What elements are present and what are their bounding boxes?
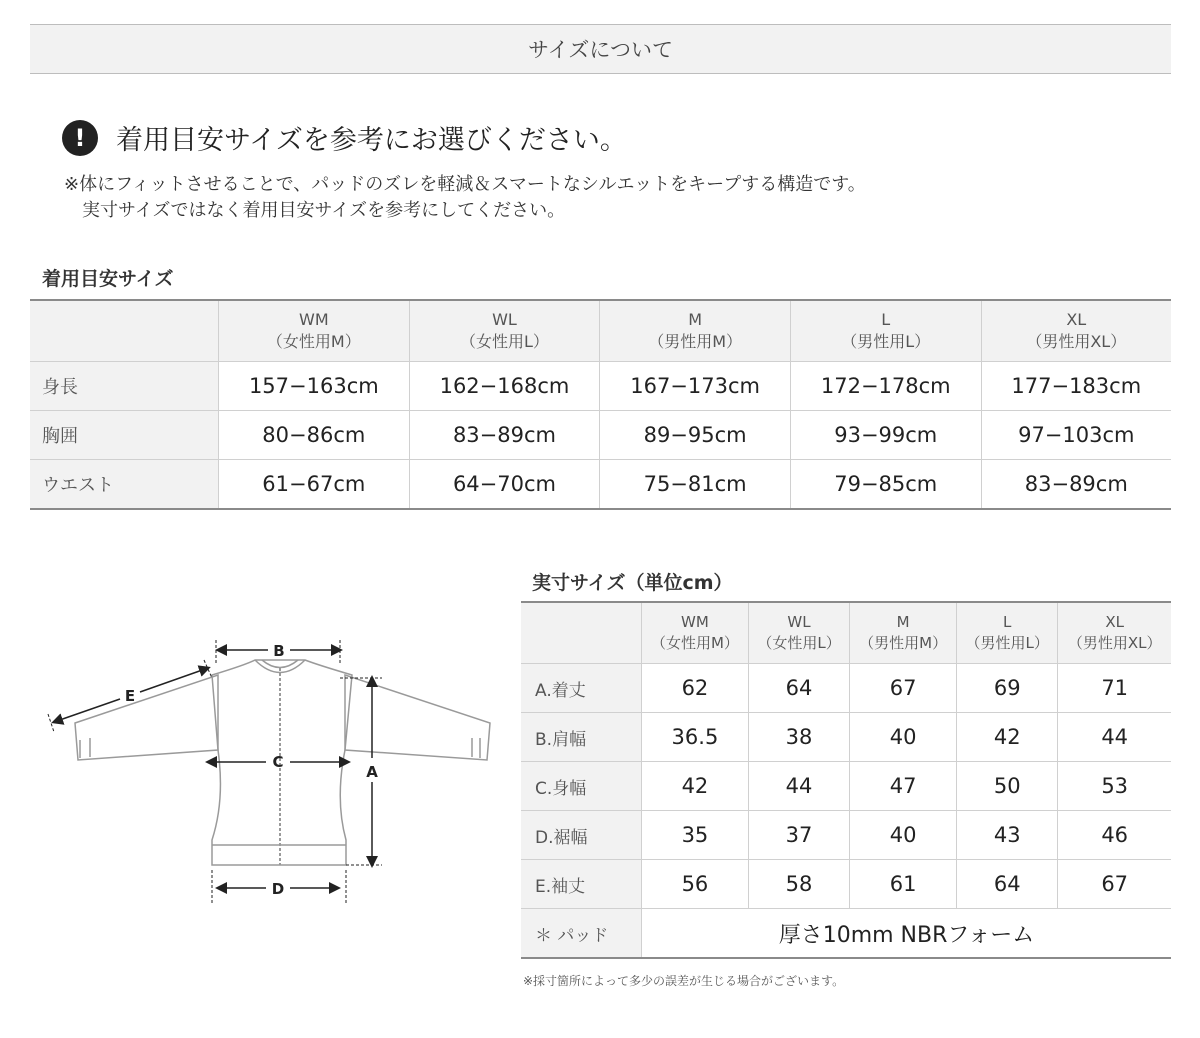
table-row xyxy=(521,762,1171,811)
table-cell: 83−89cm xyxy=(409,411,600,460)
table-cell: 61 xyxy=(850,860,957,909)
table-cell: 67 xyxy=(1058,860,1171,909)
table-cell: 35 xyxy=(642,811,749,860)
fit-note-line1: ※体にフィットさせることで、パッドのズレを軽減＆スマートなシルエットをキープする構造です。 xyxy=(64,174,866,195)
table-row xyxy=(521,664,1171,713)
notice-heading: 着用目安サイズを参考にお選びください。 xyxy=(116,125,627,156)
table-cell: 47 xyxy=(850,762,957,811)
table-cell: 38 xyxy=(748,713,849,762)
row-label: ＊ パッド xyxy=(521,909,642,959)
table-cell: 71 xyxy=(1058,664,1171,713)
guide-size-table xyxy=(30,299,1171,510)
table-cell: 67 xyxy=(850,664,957,713)
label-a: A xyxy=(366,763,378,781)
table-cell: 46 xyxy=(1058,811,1171,860)
section-title: サイズについて xyxy=(528,38,673,62)
pad-row xyxy=(521,909,1171,959)
table-cell: 42 xyxy=(957,713,1058,762)
table-cell: 162−168cm xyxy=(409,362,600,411)
table-header-row xyxy=(521,602,1171,664)
table-cell: 79−85cm xyxy=(790,460,981,510)
footnote: ※採寸箇所によって多少の誤差が生じる場合がございます。 xyxy=(523,974,845,988)
jacket-illustration xyxy=(40,630,510,920)
table-cell: 42 xyxy=(642,762,749,811)
table-cell: 172−178cm xyxy=(790,362,981,411)
column-header: L （男性用L） xyxy=(790,300,981,362)
table-row xyxy=(521,713,1171,762)
column-header: WM （女性用M） xyxy=(642,602,749,664)
table-cell: 62 xyxy=(642,664,749,713)
table-cell: 61−67cm xyxy=(219,460,410,510)
table-cell: 44 xyxy=(748,762,849,811)
table-row xyxy=(521,860,1171,909)
table-row xyxy=(30,362,1171,411)
table-row xyxy=(30,411,1171,460)
column-header: XL （男性用XL） xyxy=(981,300,1171,362)
row-label: B.肩幅 xyxy=(521,713,642,762)
jacket-diagram xyxy=(40,630,510,924)
column-header: XL （男性用XL） xyxy=(1058,602,1171,664)
label-d: D xyxy=(271,880,285,898)
table-cell: 58 xyxy=(748,860,849,909)
label-c: C xyxy=(272,753,284,771)
pad-value: 厚さ10mm NBRフォーム xyxy=(642,909,1172,959)
row-label: ウエスト xyxy=(30,460,219,510)
table-header-row xyxy=(30,300,1171,362)
table-cell: 69 xyxy=(957,664,1058,713)
table-cell: 40 xyxy=(850,713,957,762)
column-header: WM （女性用M） xyxy=(219,300,410,362)
actual-table-title: 実寸サイズ（単位cm） xyxy=(532,572,733,594)
row-label: E.袖丈 xyxy=(521,860,642,909)
column-header: M （男性用M） xyxy=(600,300,791,362)
table-cell: 53 xyxy=(1058,762,1171,811)
corner-cell xyxy=(30,300,219,362)
table-cell: 37 xyxy=(748,811,849,860)
table-row xyxy=(30,460,1171,510)
column-header: L （男性用L） xyxy=(957,602,1058,664)
table-cell: 97−103cm xyxy=(981,411,1171,460)
column-header: WL （女性用L） xyxy=(748,602,849,664)
table-cell: 75−81cm xyxy=(600,460,791,510)
row-label: A.着丈 xyxy=(521,664,642,713)
table-cell: 167−173cm xyxy=(600,362,791,411)
notice xyxy=(62,118,627,157)
column-header: M （男性用M） xyxy=(850,602,957,664)
fit-note-line2: 実寸サイズではなく着用目安サイズを参考にしてください。 xyxy=(82,200,566,221)
corner-cell xyxy=(521,602,642,664)
section-header xyxy=(30,24,1171,74)
table-cell: 89−95cm xyxy=(600,411,791,460)
table-cell: 157−163cm xyxy=(219,362,410,411)
row-label: 胸囲 xyxy=(30,411,219,460)
row-label: 身長 xyxy=(30,362,219,411)
table-row xyxy=(521,811,1171,860)
fit-note xyxy=(64,172,866,224)
actual-size-table xyxy=(521,601,1171,959)
exclamation-circle-icon: ! xyxy=(62,120,98,156)
table-cell: 56 xyxy=(642,860,749,909)
table-cell: 64−70cm xyxy=(409,460,600,510)
table-cell: 50 xyxy=(957,762,1058,811)
table-cell: 40 xyxy=(850,811,957,860)
table-cell: 177−183cm xyxy=(981,362,1171,411)
table-cell: 44 xyxy=(1058,713,1171,762)
table-cell: 43 xyxy=(957,811,1058,860)
table-cell: 64 xyxy=(957,860,1058,909)
table-cell: 36.5 xyxy=(642,713,749,762)
e-guide-left xyxy=(48,714,54,732)
guide-table-title: 着用目安サイズ xyxy=(42,268,174,290)
table-cell: 93−99cm xyxy=(790,411,981,460)
row-label: C.身幅 xyxy=(521,762,642,811)
table-cell: 80−86cm xyxy=(219,411,410,460)
label-e: E xyxy=(124,687,136,705)
row-label: D.裾幅 xyxy=(521,811,642,860)
column-header: WL （女性用L） xyxy=(409,300,600,362)
arrow-e-upper xyxy=(140,668,208,692)
label-b: B xyxy=(273,642,285,660)
table-cell: 83−89cm xyxy=(981,460,1171,510)
table-cell: 64 xyxy=(748,664,849,713)
